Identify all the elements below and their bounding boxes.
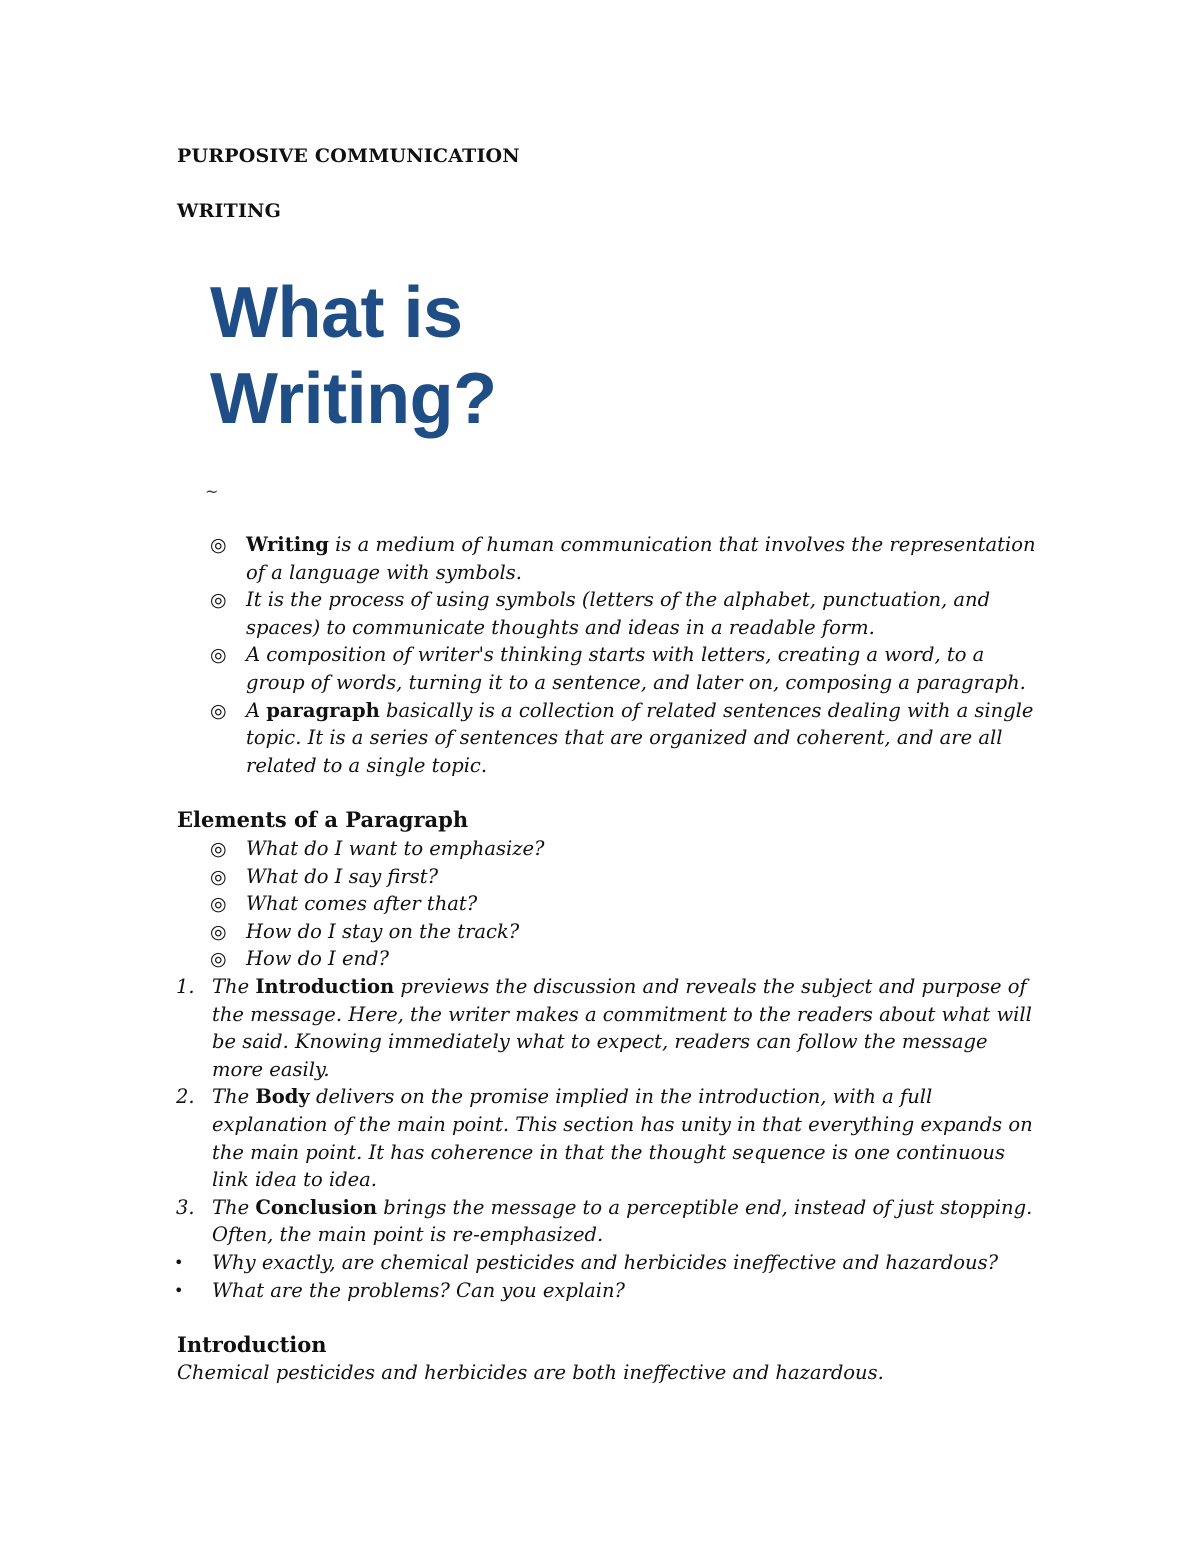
list-number: 2.	[176, 1085, 195, 1109]
list-item	[210, 863, 1046, 891]
list-number: 3.	[176, 1195, 195, 1219]
list-item	[210, 918, 1046, 946]
introduction-text: Chemical pesticides and herbicides are both ineffective and hazardous.	[177, 1361, 884, 1384]
list-item	[210, 586, 1046, 641]
list-number: 1.	[176, 975, 195, 998]
list-item-text: What comes after that?	[246, 892, 478, 916]
list-item	[176, 1083, 1042, 1193]
list-item-prefix: The	[212, 1085, 256, 1109]
list-item-text: is a medium of human communication that involves the representation of a language with symbols.	[246, 533, 1036, 584]
elements-list	[210, 835, 1046, 973]
list-item	[210, 697, 1046, 780]
bold-term: Body	[255, 1085, 310, 1109]
hero-line-2: Writing?	[210, 359, 497, 439]
list-item-prefix: The	[212, 975, 256, 998]
list-item	[174, 1277, 1042, 1305]
introduction-heading: Introduction	[177, 1332, 327, 1357]
circle-bullet-icon: ◎	[210, 920, 227, 943]
circle-bullet-icon: ◎	[210, 865, 227, 888]
section-heading: WRITING	[177, 200, 282, 222]
list-item-text: previews the discussion and reveals the subject and purpose of the message. Here, the writer makes a commitment to the readers about what will be said. Knowing immediately what to expect, readers can follow the message more easily.	[212, 975, 1032, 1081]
list-item-text: How do I stay on the track?	[246, 919, 520, 943]
list-item	[210, 945, 1046, 973]
list-item	[210, 531, 1046, 586]
dot-bullet-icon: •	[174, 1253, 184, 1272]
list-item-prefix: A	[246, 698, 267, 722]
numbered-list	[176, 973, 1042, 1249]
elements-heading: Elements of a Paragraph	[177, 807, 469, 832]
circle-bullet-icon: ◎	[210, 838, 227, 860]
circle-bullet-icon: ◎	[210, 948, 227, 971]
tilde-mark: ~	[205, 482, 219, 501]
list-item-text: basically is a collection of related sentences dealing with a single topic. It is a series of sentences that are organized and coherent, and are all related to a single topic.	[246, 698, 1034, 777]
circle-bullet-icon: ◎	[210, 893, 227, 916]
list-item-text: What are the problems? Can you explain?	[212, 1278, 625, 1302]
hero-line-1: What is	[210, 273, 463, 353]
list-item	[176, 1194, 1042, 1249]
list-item-text: A composition of writer's thinking starts with letters, creating a word, to a group of words, turning it to a sentence, and later on, composing a paragraph.	[246, 643, 1026, 694]
list-item	[210, 890, 1046, 918]
dot-bullet-icon: •	[174, 1280, 184, 1300]
list-item	[210, 641, 1046, 696]
list-item-text: What do I say first?	[246, 864, 439, 888]
definition-list	[210, 531, 1046, 779]
bold-term: paragraph	[266, 698, 380, 722]
document-title: PURPOSIVE COMMUNICATION	[177, 145, 520, 167]
list-item-text: How do I end?	[246, 947, 389, 971]
list-item-text: It is the process of using symbols (letters of the alphabet, punctuation, and spaces) to communicate thoughts and ideas in a readable form.	[246, 588, 991, 639]
bold-term: Conclusion	[255, 1195, 378, 1219]
question-list	[174, 1249, 1042, 1304]
bold-term: Writing	[246, 533, 329, 556]
circle-bullet-icon: ◎	[210, 534, 227, 556]
list-item	[210, 835, 1046, 863]
list-item	[174, 1249, 1042, 1277]
circle-bullet-icon: ◎	[210, 589, 227, 612]
list-item	[176, 973, 1042, 1083]
list-item-text: brings the message to a perceptible end, instead of just stopping. Often, the main point is re-emphasized.	[212, 1195, 1033, 1247]
circle-bullet-icon: ◎	[210, 644, 227, 667]
list-item-prefix: The	[212, 1195, 256, 1219]
list-item-text: delivers on the promise implied in the introduction, with a full explanation of the main point. This section has unity in that everything expands on the main point. It has coherence in that the thought sequence is one continuous link idea to idea.	[212, 1085, 1033, 1192]
circle-bullet-icon: ◎	[210, 699, 227, 722]
list-item-text: What do I want to emphasize?	[246, 837, 545, 860]
bold-term: Introduction	[255, 975, 395, 998]
list-item-text: Why exactly, are chemical pesticides and herbicides ineffective and hazardous?	[212, 1251, 999, 1274]
hero-image-text	[210, 270, 497, 442]
